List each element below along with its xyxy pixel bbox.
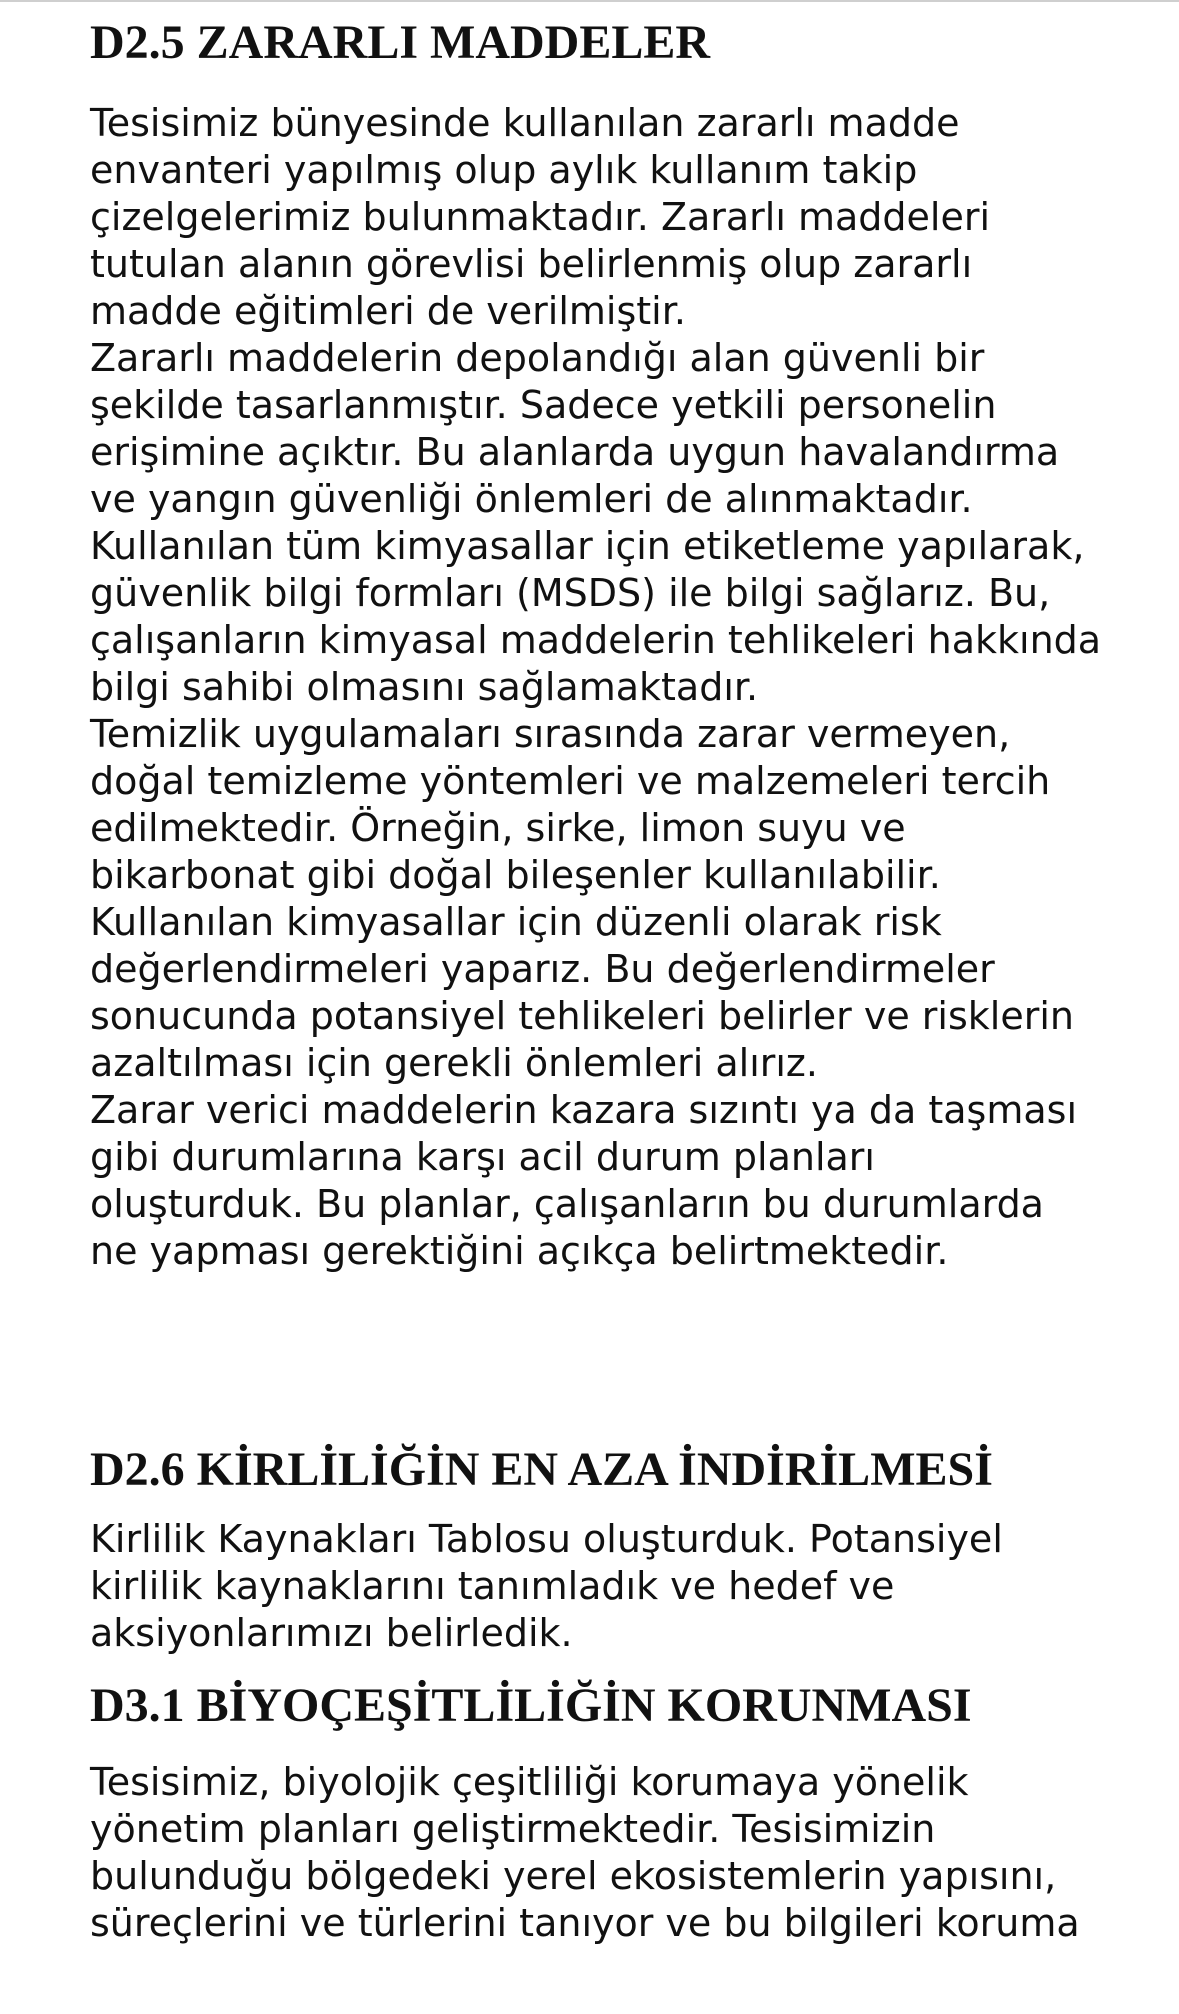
text-line: çalışanların kimyasal maddelerin tehlikeleri hakkında [90, 617, 1102, 662]
paragraph [90, 711, 1175, 899]
document-page [90, 0, 1175, 1947]
text-line: envanteri yapılmış olup aylık kullanım takip [90, 147, 918, 192]
paragraph [90, 100, 1175, 335]
text-line: bikarbonat gibi doğal bileşenler kullanılabilir. [90, 852, 941, 897]
text-line: Zararlı maddelerin depolandığı alan güvenli bir [90, 335, 985, 380]
text-line: Temizlik uygulamaları sırasında zarar vermeyen, [90, 711, 1011, 756]
text-line: güvenlik bilgi formları (MSDS) ile bilgi sağlarız. Bu, [90, 570, 1051, 615]
text-line: Kirlilik Kaynakları Tablosu oluşturduk. Potansiyel [90, 1517, 1003, 1562]
paragraph [90, 899, 1175, 1087]
text-line: çizelgelerimiz bulunmaktadır. Zararlı maddeleri [90, 194, 991, 239]
text-line: Kullanılan kimyasallar için düzenli olarak risk [90, 899, 942, 944]
text-line: ve yangın güvenliği önlemleri de alınmaktadır. [90, 476, 973, 521]
text-line: oluşturduk. Bu planlar, çalışanların bu durumlarda [90, 1181, 1044, 1226]
text-line: Tesisimiz bünyesinde kullanılan zararlı madde [90, 100, 960, 145]
text-line: erişimine açıktır. Bu alanlarda uygun havalandırma [90, 429, 1060, 474]
paragraph [90, 1087, 1175, 1275]
paragraph [90, 1759, 1175, 1947]
text-line: şekilde tasarlanmıştır. Sadece yetkili personelin [90, 382, 997, 427]
text-line: değerlendirmeleri yaparız. Bu değerlendirmeler [90, 946, 995, 991]
paragraph [90, 1516, 1175, 1657]
text-line: ne yapması gerektiğini açıkça belirtmektedir. [90, 1228, 949, 1273]
text-line: Tesisimiz, biyolojik çeşitliliği korumaya yönelik [90, 1759, 969, 1804]
text-line: Zarar verici maddelerin kazara sızıntı ya da taşması [90, 1087, 1078, 1132]
text-line: sonucunda potansiyel tehlikeleri belirler ve risklerin [90, 993, 1074, 1038]
text-line: kirlilik kaynaklarını tanımladık ve hedef ve [90, 1564, 895, 1609]
text-line: yönetim planları geliştirmektedir. Tesisimizin [90, 1806, 936, 1851]
text-line: aksiyonlarımızı belirledik. [90, 1611, 573, 1656]
text-line: gibi durumlarına karşı acil durum planları [90, 1134, 875, 1179]
section-heading-d2-6: D2.6 KİRLİLİĞİN EN AZA İNDİRİLMESİ [90, 1442, 993, 1496]
text-line: azaltılması için gerekli önlemleri alırız. [90, 1040, 818, 1085]
text-line: madde eğitimleri de verilmiştir. [90, 288, 686, 333]
paragraph [90, 523, 1175, 711]
paragraph [90, 335, 1175, 523]
text-line: doğal temizleme yöntemleri ve malzemeleri tercih [90, 758, 1051, 803]
section-heading-d2-5: D2.5 ZARARLI MADDELER [90, 16, 711, 69]
text-line: Kullanılan tüm kimyasallar için etiketleme yapılarak, [90, 523, 1085, 568]
text-line: edilmektedir. Örneğin, sirke, limon suyu ve [90, 805, 906, 850]
text-line: tutulan alanın görevlisi belirlenmiş olup zararlı [90, 241, 973, 286]
text-line: bilgi sahibi olmasını sağlamaktadır. [90, 664, 759, 709]
text-line: süreçlerini ve türlerini tanıyor ve bu bilgileri koruma [90, 1900, 1080, 1945]
text-line: bulunduğu bölgedeki yerel ekosistemlerin yapısını, [90, 1853, 1057, 1898]
section-heading-d3-1: D3.1 BİYOÇEŞİTLİLİĞİN KORUNMASI [90, 1679, 972, 1733]
